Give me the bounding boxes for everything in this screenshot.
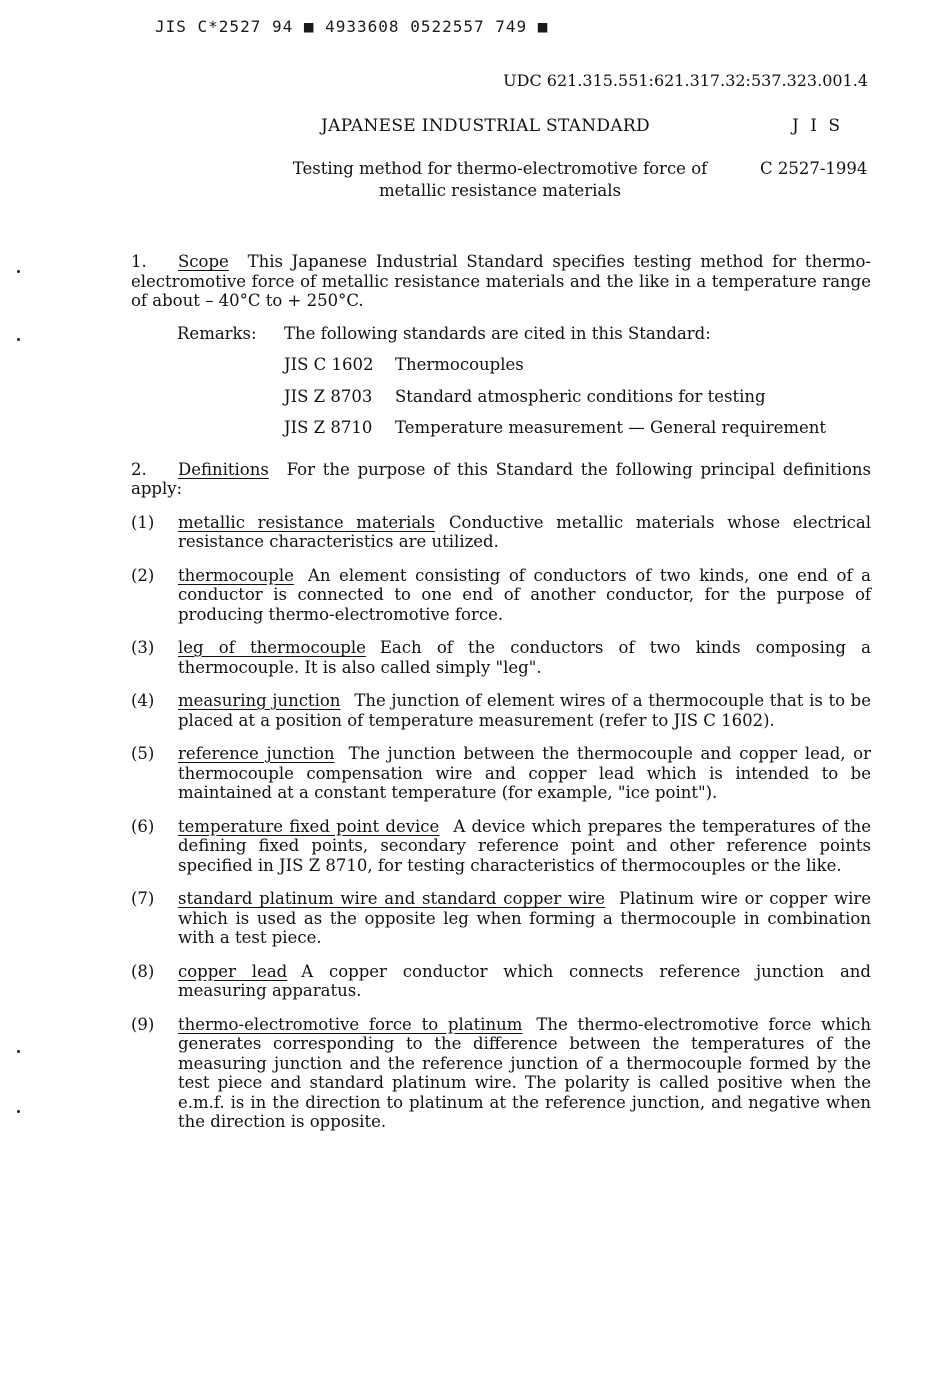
document-title-line2: metallic resistance materials	[378, 181, 622, 200]
reference-code: JIS Z 8703	[284, 386, 373, 406]
definition-item	[131, 1015, 871, 1132]
remarks	[177, 324, 871, 344]
section-text: This Japanese Industrial Standard specifies testing method for thermo-electromotive force of metallic resistance materials and the like in a temperature range of about – 40°C to + 250°C.	[131, 252, 871, 310]
definition-term: copper lead	[178, 961, 288, 981]
definition-text: The thermo-electromotive force which generates corresponding to the difference between the temperatures of the measuring junction and the reference junction of a thermocouple formed by the test piece and standard platinum wire. The polarity is called positive when the e.m.f. is in the direction to platinum at the reference junction, and negative when the direction is opposite.	[178, 1014, 871, 1131]
definition-term: leg of thermocouple	[178, 638, 366, 657]
reference-title: Standard atmospheric conditions for testing	[395, 386, 766, 406]
definition-term: reference junction	[178, 744, 335, 763]
definition-text: The junction between the thermocouple and copper lead, or thermocouple compensation wire and copper lead which is intended to be maintained at a constant temperature (for example, "ice point").	[178, 744, 871, 802]
reference-code: JIS Z 8710	[284, 418, 373, 437]
reference-list	[284, 355, 871, 438]
definition-term: measuring junction	[178, 691, 341, 710]
standard-number: C 2527-1994	[760, 159, 868, 178]
definition-number: (5)	[131, 744, 155, 763]
catalog-line: JIS C*2527 94 ■ 4933608 0522557 749 ■	[155, 17, 549, 36]
definition-number: (8)	[131, 961, 155, 981]
section-scope	[131, 252, 871, 311]
scan-speck	[17, 270, 20, 273]
definition-number: (3)	[131, 638, 155, 657]
remarks-label: Remarks:	[177, 323, 257, 343]
definition-text: An element consisting of conductors of two kinds, one end of a conductor is connected to one end of another conductor, for the purpose of producing thermo-electromotive force.	[178, 565, 871, 624]
section-heading: Definitions	[178, 459, 269, 479]
section-definitions	[131, 460, 871, 499]
section-text: For the purpose of this Standard the following principal definitions apply:	[131, 459, 871, 498]
scan-speck	[17, 338, 20, 341]
definition-number: (6)	[131, 816, 155, 836]
definition-item	[131, 962, 871, 1001]
definition-item	[131, 566, 871, 625]
definition-list	[131, 513, 871, 1132]
document-title	[270, 158, 730, 202]
definition-number: (9)	[131, 1014, 155, 1034]
definition-term: metallic resistance materials	[178, 512, 435, 532]
scan-speck	[17, 1110, 20, 1113]
definition-text: A device which prepares the temperatures of the defining fixed points, secondary reference point and other reference points specified in JIS Z 8710, for testing characteristics of thermocouples or the like.	[178, 816, 871, 875]
section-number: 2.	[131, 459, 147, 479]
document-title-line1: Testing method for thermo-electromotive force of	[292, 159, 708, 178]
definition-text: Conductive metallic materials whose electrical resistance characteristics are utilized.	[178, 512, 872, 551]
definition-number: (2)	[131, 565, 155, 585]
organization-title: JAPANESE INDUSTRIAL STANDARD	[321, 116, 650, 136]
definition-number: (7)	[131, 889, 155, 908]
reference-item	[284, 355, 871, 375]
reference-title: Temperature measurement — General requirement	[395, 418, 827, 437]
reference-item	[284, 418, 871, 438]
section-number: 1.	[131, 252, 147, 271]
document-body	[131, 252, 871, 1146]
definition-text: Platinum wire or copper wire which is used as the opposite leg when forming a thermocouple in combination with a test piece.	[178, 889, 871, 947]
definition-number: (1)	[131, 512, 155, 532]
reference-code: JIS C 1602	[284, 355, 374, 374]
reference-title: Thermocouples	[395, 355, 524, 374]
reference-item	[284, 387, 871, 407]
definition-term: thermocouple	[178, 565, 294, 585]
definition-item	[131, 513, 871, 552]
remarks-text: The following standards are cited in this Standard:	[284, 323, 711, 343]
definition-text: The junction of element wires of a thermocouple that is to be placed at a position of temperature measurement (refer to JIS C 1602).	[178, 691, 871, 730]
definition-item	[131, 744, 871, 803]
definition-text: A copper conductor which connects reference junction and measuring apparatus.	[178, 961, 871, 1000]
section-heading: Scope	[178, 252, 229, 271]
scan-speck	[17, 1050, 20, 1053]
definition-term: standard platinum wire and standard copper wire	[178, 889, 606, 908]
udc-code: UDC 621.315.551:621.317.32:537.323.001.4	[503, 71, 868, 90]
definition-item	[131, 638, 871, 677]
definition-term: thermo-electromotive force to platinum	[178, 1014, 523, 1034]
jis-abbreviation: J I S	[792, 116, 843, 136]
definition-item	[131, 817, 871, 876]
definition-term: temperature fixed point device	[178, 816, 440, 836]
definition-text: Each of the conductors of two kinds composing a thermocouple. It is also called simply "leg".	[178, 638, 871, 677]
definition-item	[131, 691, 871, 730]
definition-item	[131, 889, 871, 948]
definition-number: (4)	[131, 691, 155, 710]
